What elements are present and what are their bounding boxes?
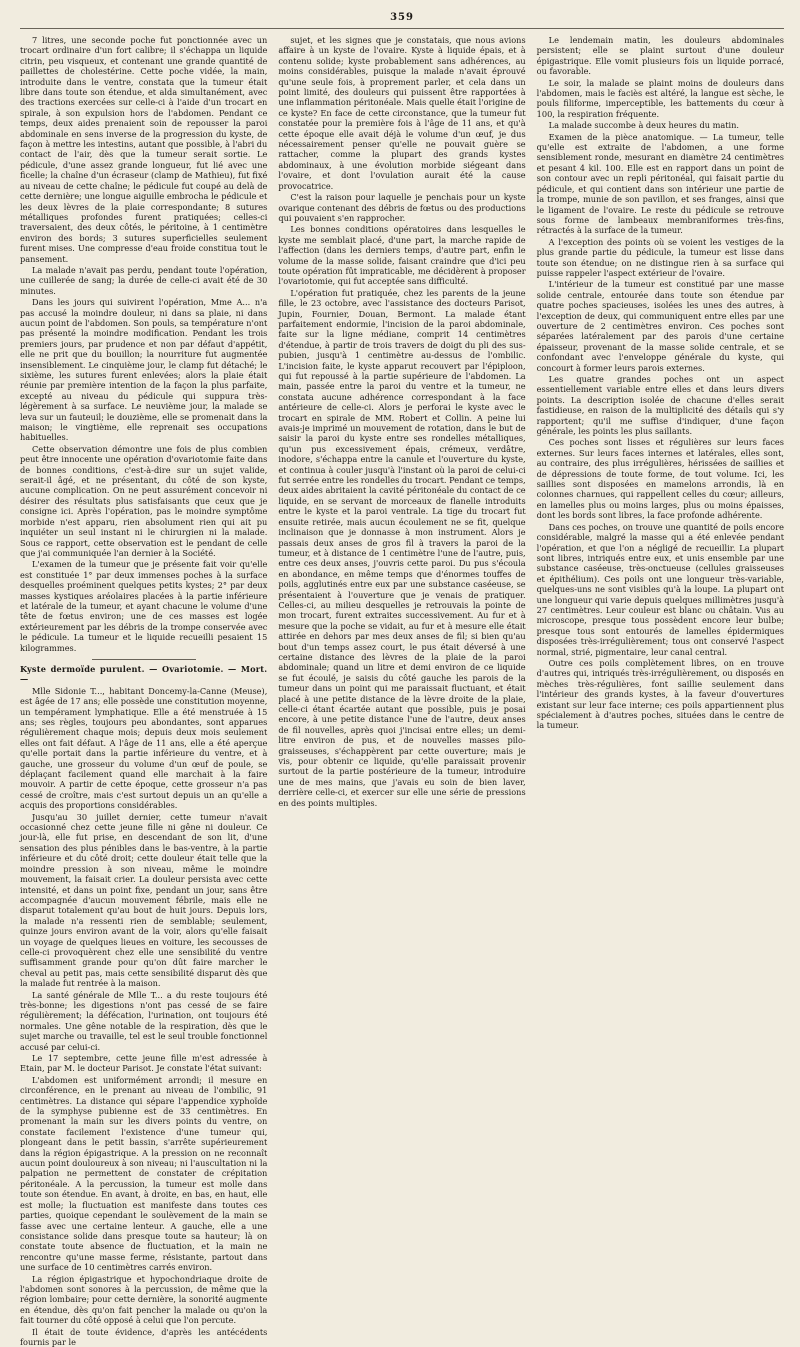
paragraph: Dans les jours qui suivirent l'opération, Mme A... n'a pas accusé la moindre douleur, ni dans sa plaie, ni dans aucun point de l'abdomen. Son pouls, sa température n'ont pas présenté la moindre modification. Pendant les trois premiers jours, par prudence et non par défaut d'appétit, elle ne prit que du bouillon; la nourriture fut augmentée insensiblement. Le cinquième jour, le clamp fut détaché; le sixième, les sutures furent enlevées; alors la plaie était réunie par première intention de la façon la plus parfaite, excepté au niveau du pédicule qui suppura très-légèrement à sa surface. Le neuvième jour, la malade se leva sur un fauteuil; le douzième, elle se promenait dans la maison; le vingtième, elle reprenait ses occupations habituelles. [20,297,268,443]
paragraph: L'intérieur de la tumeur est constitué par une masse solide centrale, entourée dans toute son étendue par quatre poches spacieuses, isolées les unes des autres, à l'exception de deux, qui communiquent entre elles par une ouverture de 2 centimètres environ. Ces poches sont séparées latéralement par des parois d'une certaine épaisseur, provenant de la masse solide centrale, et se confondant avec l'enveloppe générale du kyste, qui concourt à former leurs parois externes. [536,279,784,373]
paragraph: sujet, et les signes que je constatais, que nous avions affaire à un kyste de l'ovaire. Kyste à liquide épais, et à contenu solide; kyste probablement sans adhérences, au moins considérables, puisque la malade n'avait éprouvé qu'une seule fois, à proprement parler, et cela dans un point limité, des douleurs qui puissent être rapportées à une inflammation péritonéale. Mais quelle était l'origine de ce kyste? En face de cette circonstance, que la tumeur fut constatée pour la première fois à l'âge de 11 ans, et qu'à cette époque elle avait déjà le volume d'un œuf, je dus nécessairement penser qu'elle ne pouvait guère se rattacher, comme la plupart des grands kystes abdominaux, à une évolution morbide siégeant dans l'ovaire, et dont l'ovulation aurait été la cause provocatrice. [278,35,526,191]
paragraph: Examen de la pièce anatomique. — La tumeur, telle qu'elle est extraite de l'abdomen, a une forme sensiblement ronde, mesurant en diamètre 24 centimètres et pesant 4 kil. 100. Elle est en rapport dans un point de son contour avec un repli péritonéal, qui faisait partie du pédicule, et qui contient dans son intérieur une partie de la trompe, munie de son pavillon, et ses franges, ainsi que le ligament de l'ovaire. Le reste du pédicule se retrouve sous forme de lambeaux membraniformes très-fins, rétractés à la surface de la tumeur. [536,131,784,236]
section-divider [92,659,196,660]
column-middle [278,35,525,1195]
section-title: Kyste dermoïde purulent. — Ovariotomie. — Mort. — [20,663,268,685]
page-number: 359 [390,11,414,23]
paragraph: Le soir, la malade se plaint moins de douleurs dans l'abdomen, mais le faciès est altéré, la langue est sèche, le pouls filiforme, imperceptible, les battements du cœur à 100, la respiration fréquente. [536,77,784,119]
paragraph: L'opération fut pratiquée, chez les parents de la jeune fille, le 23 octobre, avec l'assistance des docteurs Parisot, Jupin, Fournier, Douan, Bermont. La malade étant parfaitement endormie, l'incision de la paroi abdominale, faite sur la ligne médiane, comprit 14 centimètres d'étendue, à partir de trois travers de doigt du pli des sus-pubien, jusqu'à 1 centimètre au-dessus de l'ombilic. L'incision faite, le kyste apparut recouvert par l'épiploon, qui fut repoussé à la partie supérieure de l'abdomen. La main, passée entre la paroi du ventre et la tumeur, ne constata aucune adhérence correspondant à la face antérieure de celle-ci. Alors je perforai le kyste avec le trocart en spirale de MM. Robert et Collin. A peine lui avais-je imprimé un mouvement de rotation, dans le but de saisir la paroi du kyste entre ses rondelles métalliques, qu'un pus excessivement épais, crémeux, verdâtre, inodore, s'échappa entre la canule et l'ouverture du kyste, et continua à couler jusqu'à l'instant où la paroi de celui-ci fut serrée entre les rondelles du trocart. Pendant ce temps, deux aides abritaient la cavité péritonéale du contact de ce liquide, en se servant de morceaux de flanelle introduits entre le kyste et la paroi ventrale. La tige du trocart fut ensuite retirée, mais aucun écoulement ne se fit, quelque inclinaison que je donnasse à mon instrument. Alors je passais deux anses de gros fil à travers la paroi de la tumeur, et à distance de 1 centimètre l'une de l'autre, puis, entre ces deux anses, j'ouvris cette paroi. Du pus s'écoula en abondance, en même temps que d'énormes touffes de poils, agglutinés entre eux par une substance caséeuse, se présentaient à l'ouverture que je venais de pratiquer. Celles-ci, au milieu desquelles je retrouvais la pointe de mon trocart, furent extraites successivement. Au fur et à mesure que la poche se vidait, au fur et à mesure elle était attirée en dehors par mes deux anses de fil; si bien qu'au bout d'un temps assez court, le pus était déversé à une certaine distance des lèvres de la plaie de la paroi abdominale; quand un litre et demi environ de ce liquide se fut écoulé, je saisis du côté gauche les parois de la tumeur dans un point qui me paraissait fluctuant, et était placé à une petite distance de la lèvre droite de la plaie, celle-ci étant écartée autant que possible, puis je posai encore, à une petite distance l'une de l'autre, deux anses de fil nouvelles, après quoi j'incisai entre elles; un demi-litre environ de pus, et de nouvelles masses pilo-graisseuses, s'échappèrent par cette ouverture; mais je vis, pour obtenir ce liquide, qu'elle paraissait provenir surtout de la partie postérieure de la tumeur, introduire une de mes mains, que j'avais eu soin de bien laver, derrière celle-ci, et exercer sur elle une série de pressions en des points multiples. [278,287,526,808]
paragraph: Les quatre grandes poches ont un aspect essentiellement variable entre elles et dans leurs divers points. La description isolée de chacune d'elles serait fastidieuse, en raison de la multiplicité des détails qui s'y rapportent; qu'il me suffise d'indiquer, d'une façon générale, les points les plus saillants. [536,374,784,437]
paragraph: 7 litres, une seconde poche fut ponctionnée avec un trocart ordinaire d'un fort calibre; il s'échappa un liquide citrin, peu visqueux, et contenant une grande quantité de paillettes de cholestérine. Cette poche vidée, la main, introduite dans le ventre, constata que la tumeur était libre dans toute son étendue, et alda simultanément, avec des tractions exercées sur celle-ci à l'aide d'un trocart en spirale, à son expulsion hors de l'abdomen. Pendant ce temps, deux aides prenaient soin de repousser la paroi abdominale en sens inverse de la progression du kyste, de façon à mettre les intestins, autant que possible, à l'abri du contact de l'air, dès que la tumeur serait sortie. Le pédicule, d'une assez grande longueur, fut lié avec une ficelle; la chaîne d'un écraseur (clamp de Mathieu), fut fixé au niveau de cette chaîne; le pédicule fut coupé au delà de cette dernière; une longue aiguille embrocha le pédicule et les deux lèvres de la plaie correspondante; 8 sutures métalliques profondes furent pratiquées; celles-ci traversaient, des deux côtés, le péritoine, à 1 centimètre environ des bords; 3 sutures superficielles seulement furent mises. Une compresse d'eau froide constitua tout le pansement. [20,35,268,264]
section-heading [20,664,267,685]
paragraph: Il était de toute évidence, d'après les antécédents fournis par le [20,1326,268,1347]
paragraph: C'est la raison pour laquelle je penchais pour un kyste ovarique contenant des débris de fœtus ou des productions qui pouvaient s'en rapprocher. [278,192,526,223]
paragraph: La santé générale de Mlle T... a du reste toujours été très-bonne; les digestions n'ont pas cessé de se faire régulièrement; la défécation, l'urination, ont toujours été normales. Une gêne notable de la respiration, dès que le sujet marche ou travaille, tel est le seul trouble fonctionnel accusé par celui-ci. [20,989,268,1052]
column-left [20,35,268,1347]
paragraph: Jusqu'au 30 juillet dernier, cette tumeur n'avait occasionné chez cette jeune fille ni gêne ni douleur. Ce jour-là, elle fut prise, en descendant de son lit, d'une sensation des plus pénibles dans le bas-ventre, à la partie inférieure et du côté droit; cette douleur était telle que la moindre pression à son niveau, même le moindre mouvement, la faisait crier. La douleur persista avec cette intensité, et dans un point fixe, pendant un jour, sans être accompagnée d'aucun mouvement fébrile, mais elle ne disparut totalement qu'au bout de huit jours. Depuis lors, la malade n'a ressenti rien de semblable; seulement, quinze jours environ avant de la voir, alors qu'elle faisait un voyage de quelques lieues en voiture, les secousses de celle-ci provoquèrent chez elle une sensibilité du ventre suffisamment grande pour qu'on dût faire marcher le cheval au petit pas, mais cette sensibilité disparut dès que la malade fut rentrée à la maison. [20,811,268,989]
paragraph: Les bonnes conditions opératoires dans lesquelles le kyste me semblait placé, d'une part, la marche rapide de l'affection (dans les derniers temps, d'autre part, enfin le volume de la masse solide, faisant craindre que d'ici peu toute opération fût impraticable, me décidèrent à proposer l'ovariotomie, qui fut acceptée sans difficulté. [278,224,526,287]
paragraph: Ces poches sont lisses et régulières sur leurs faces externes. Sur leurs faces internes et latérales, elles sont, au contraire, des plus irrégulières, hérissées de saillies et de dépressions de toute forme, de tout volume. Ici, les saillies sont disposées en mamelons arrondis, là en colonnes charnues, qui rappellent celles du cœur; ailleurs, en lamelles plus ou moins larges, plus ou moins épaisses, dont les bords sont libres, la face profonde adhérente. [536,437,784,521]
paragraph: Le 17 septembre, cette jeune fille m'est adressée à Etain, par M. le docteur Parisot. Je constate l'état suivant: [20,1053,268,1074]
paragraph: La malade succombe à deux heures du matin. [548,120,740,131]
paragraph: Outre ces poils complètement libres, on en trouve d'autres qui, intriqués très-irrégulièrement, ou disposés en mèches très-régulières, font saillie seulement dans l'intérieur des grands kystes, à la faveur d'ouvertures existant sur leur face interne; ces poils appartiennent plus spécialement à d'autres poches, situées dans le centre de la tumeur. [536,657,784,731]
text-columns [20,35,784,1347]
paragraph: Cette observation démontre une fois de plus combien peut être innocente une opération d'ovariotomie faite dans de bonnes conditions, c'est-à-dire sur un sujet valide, serait-il âgé, et ne présentant, du côté de son kyste, aucune complication. On ne peut assurément concevoir ni désirer des résultats plus satisfaisants que ceux que je consigne ici. Après l'opération, pas le moindre symptôme morbide n'est apparu, rien absolument rien qui ait pu inquiéter un seul instant ni le chirurgien ni la malade. Sous ce rapport, cette observation est le pendant de celle que j'ai communiquée l'an dernier à la Société. [20,443,268,558]
paragraph: Dans ces poches, on trouve une quantité de poils encore considérable, malgré la masse qui a été enlevée pendant l'opération, et que l'on a négligé de recueillir. La plupart sont libres, intriqués entre eux, et unis ensemble par une substance caséeuse, très-onctueuse (cellules graisseuses et épithélium). Ces poils ont une longueur très-variable, quelques-uns ne sont visibles qu'à la loupe. La plupart ont une longueur qui varie depuis quelques millimètres jusqu'à 27 centimètres. Leur couleur est blanc ou châtain. Vus au microscope, presque tous possèdent encore leur bulbe; presque tous sont entourés de lamelles épidermiques disposées très-irrégulièrement; tous ont conservé l'aspect normal, strié, pigmentaire, leur canal central. [536,521,784,657]
paragraph: L'examen de la tumeur que je présente fait voir qu'elle est constituée 1° par deux immenses poches à la surface desquelles proéminent quelques petits kystes; 2° par deux masses kystiques aréolaires placées à la partie inférieure et latérale de la tumeur, et ayant chacune le volume d'une tête de fœtus environ; une de ces masses est logée extérieurement par les débris de la trompe conservée avec le pédicule. La tumeur et le liquide recueilli pesaient 15 kilogrammes. [20,559,268,653]
paragraph: La région épigastrique et hypochondriaque droite de l'abdomen sont sonores à la percussion, de même que la région lombaire; pour cette dernière, la sonorité augmente en étendue, dès qu'on fait pencher la malade ou qu'on la fait tourner du côté opposé à celui que l'on percute. [20,1273,268,1326]
paragraph: La malade n'avait pas perdu, pendant toute l'opération, une cuillerée de sang; la durée de celle-ci avait été de 30 minutes. [20,264,268,296]
paragraph: Le lendemain matin, les douleurs abdominales persistent; elle se plaint surtout d'une douleur épigastrique. Elle vomit plusieurs fois un liquide porracé, ou favorable. [536,35,784,77]
column-right [537,35,784,1195]
paragraph: Mlle Sidonie T..., habitant Doncemy-la-Canne (Meuse), est âgée de 17 ans; elle possède une constitution moyenne, un tempérament lymphatique. Elle a été menstruée à 15 ans; ses règles, toujours peu abondantes, sont apparues régulièrement chaque mois; depuis deux mois seulement elles ont fait défaut. A l'âge de 11 ans, elle a été aperçue qu'elle portait dans la partie inférieure du ventre, et à gauche, une grosseur du volume d'un œuf de poule, se déplaçant facilement quand elle marchait à la faire mouvoir. A partir de cette époque, cette grosseur n'a pas cessé de croître, mais c'est surtout depuis un an qu'elle a acquis des proportions considérables. [20,685,268,811]
paragraph: A l'exception des points où se voient les vestiges de la plus grande partie du pédicule, la tumeur est lisse dans toute son étendue; on ne distingue rien à sa surface qui puisse rappeler l'aspect extérieur de l'ovaire. [536,236,784,278]
page-header [20,6,784,29]
paragraph: L'abdomen est uniformément arrondi; il mesure en circonférence, en le prenant au niveau de l'ombilic, 91 centimètres. La distance qui sépare l'appendice xyphoïde de la symphyse pubienne est de 33 centimètres. En promenant la main sur les divers points du ventre, on constate facilement l'existence d'une tumeur qui, plongeant dans le petit bassin, s'arrête supérieurement dans la région épigastrique. A la pression on ne reconnaît aucun point douloureux à son niveau; ni l'auscultation ni la palpation ne permettent de constater de crépitation péritonéale. A la percussion, la tumeur est molle dans toute son étendue. En avant, à droite, en bas, en haut, elle est molle; la fluctuation est manifeste dans toutes ces parties, quoique cependant le soulèvement de la main se fasse avec une certaine lenteur. A gauche, elle a une consistance solide dans presque toute sa hauteur; là on constate toute absence de fluctuation, et la main ne rencontre qu'une masse ferme, résistante, partout dans une surface de 10 centimètres carrés environ. [20,1074,268,1273]
